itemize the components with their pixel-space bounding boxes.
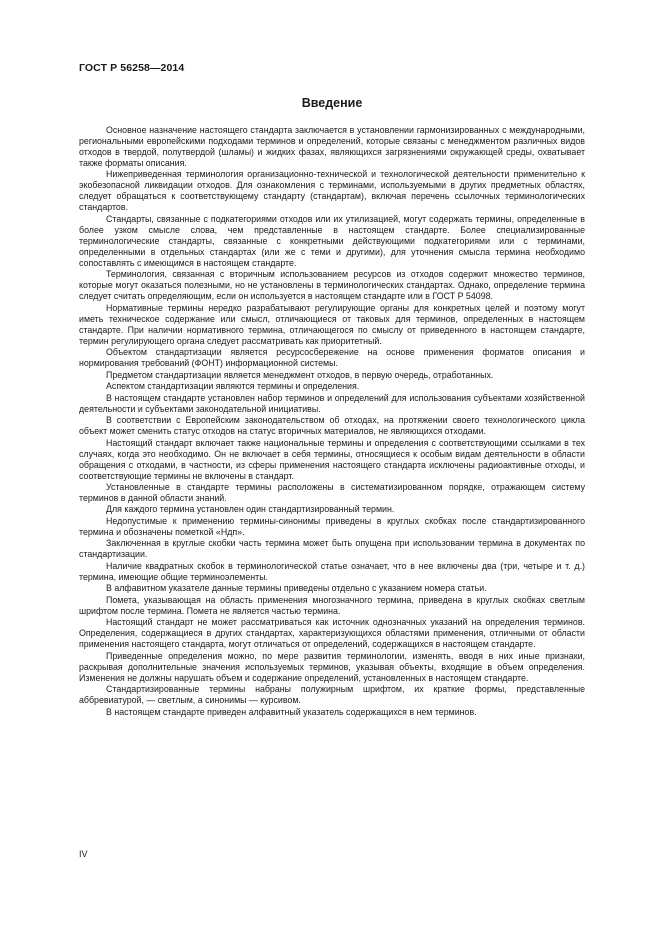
paragraph: Нормативные термины нередко разрабатывают регулирующие органы для конкретных целей и поэтому могут иметь техническое содержание или смысл, отличающиеся от таковых для терминов, определенных в настоящем стандарте. При наличии нормативного термина, отличающегося по смыслу от приведенного в настоящем стандарте, термин регулирующего органа следует рассматривать как приоритетный. <box>79 302 585 346</box>
paragraph: Аспектом стандартизации являются термины и определения. <box>106 381 360 392</box>
paragraph: Для каждого термина установлен один стандартизированный термин. <box>106 504 395 515</box>
paragraph: Объектом стандартизации является ресурсосбережение на основе применения форматов описания и нормирования требований (ФОНТ) информационной системы. <box>79 347 585 369</box>
body-text <box>79 125 585 718</box>
paragraph: Приведенные определения можно, по мере развития терминологии, изменять, вводя в них иные признаки, раскрывая дополнительные значения используемых терминов, указывая объекты, входящие в объем определения. Изменения не должны нарушать объем и содержание определений, установленных в настоящем стандарте. <box>79 650 585 683</box>
paragraph: Настоящий стандарт включает также национальные термины и определения с соответствующими ссылками в тех случаях, когда это необходимо. Он не включает в себя термины, относящиеся к особым видам деятельности в области обращения с отходами, в частности, из сферы применения настоящего стандарта исключены радиоактивные отходы, и соответствующие термины не включены в стандарт. <box>79 437 585 481</box>
paragraph: Наличие квадратных скобок в терминологической статье означает, что в нее включены два (три, четыре и т. д.) термина, имеющие общие терминоэлементы. <box>79 560 585 582</box>
paragraph: Терминология, связанная с вторичным использованием ресурсов из отходов содержит множество терминов, которые могут оказаться полезными, но не установлены в терминологических стандартах. Однако, определение термина следует считать определяющим, если он используется в настоящем стандарте или в ГОСТ Р 54098. <box>79 269 585 302</box>
paragraph: Предметом стандартизации является менеджмент отходов, в первую очередь, отработанных. <box>106 369 494 380</box>
paragraph: В настоящем стандарте приведен алфавитный указатель содержащихся в нем терминов. <box>106 706 477 717</box>
paragraph: В алфавитном указателе данные термины приведены отдельно с указанием номера статьи. <box>106 583 487 594</box>
paragraph: Стандарты, связанные с подкатегориями отходов или их утилизацией, могут содержать термины, определенные в более узком смысле слова, чем представленные в настоящем стандарте. Более специализированные терминологические стандарты, связанные с конкретными действующими подкатегориями или с терминами, определенными в отдельных стандартах (или же с теми и другими), для уточнения смысла термина необходимо сопоставлять с имеющимся в настоящем стандарте. <box>79 213 585 268</box>
paragraph: Нижеприведенная терминология организационно-технической и технологической деятельности применительно к экобезопасной ликвидации отходов. Для ознакомления с терминами, используемыми в других предметных областях, следует обращаться к соответствующему стандарту (стандартам), включая перечень ссылочных терминологических стандартов. <box>79 169 585 213</box>
paragraph: В соответствии с Европейским законодательством об отходах, на протяжении своего технологического цикла объект может сменить статус отходов на статус вторичных материалов, не являющихся отходами. <box>79 415 585 437</box>
document-header: ГОСТ Р 56258—2014 <box>79 62 185 74</box>
paragraph: В настоящем стандарте установлен набор терминов и определений для использования субъектами хозяйственной деятельности и субъектами законодательной инициативы. <box>79 392 585 414</box>
section-title: Введение <box>301 96 363 110</box>
paragraph: Заключенная в круглые скобки часть термина может быть опущена при использовании термина в документах по стандартизации. <box>79 538 585 560</box>
page-number: IV <box>79 849 88 859</box>
paragraph: Установленные в стандарте термины расположены в систематизированном порядке, отражающем систему терминов в данной области знаний. <box>79 482 585 503</box>
paragraph: Стандартизированные термины набраны полужирным шрифтом, их краткие формы, представленные аббревиатурой, — светлым, а синонимы — курсивом. <box>79 684 585 706</box>
paragraph: Основное назначение настоящего стандарта заключается в установлении гармонизированных с международными, региональными европейскими подходами терминов и определений, которые связаны с менеджментом различных видов отходов в твердой, полутвердой (шламы) и жидких фазах, являющихся загрязнениями окружающей среды, охватывает также форматы описания. <box>79 125 585 168</box>
paragraph: Недопустимые к применению термины-синонимы приведены в круглых скобках после стандартизированного термина и обозначены пометкой «Ндп». <box>79 515 585 537</box>
paragraph: Помета, указывающая на область применения многозначного термина, приведена в круглых скобках светлым шрифтом после термина. Помета не является частью термина. <box>79 594 585 616</box>
paragraph: Настоящий стандарт не может рассматриваться как источник однозначных указаний на определения терминов. Определения, содержащиеся в других стандартах, характеризующихся областями применения, отличными от области применения настоящего стандарта, могут отличаться от определений, содержащихся в настоящем стандарте. <box>79 617 585 650</box>
